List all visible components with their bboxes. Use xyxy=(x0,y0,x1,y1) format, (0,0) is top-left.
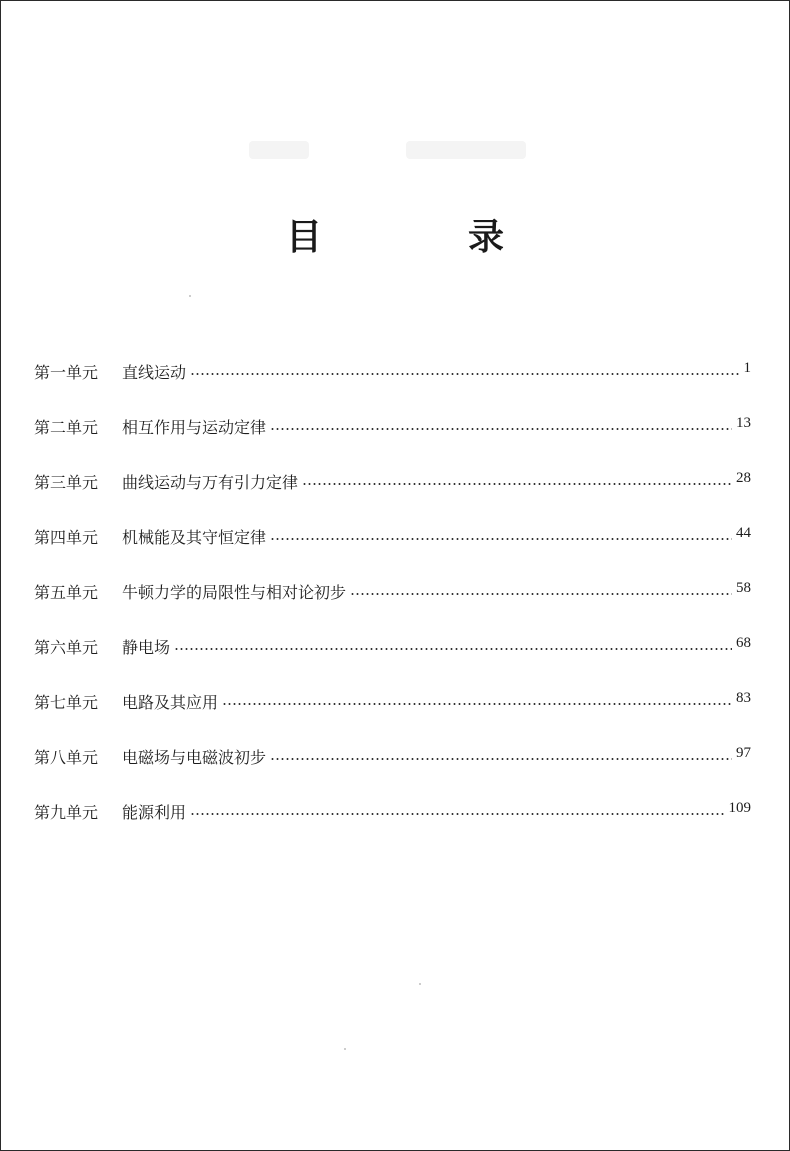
toc-chapter-title: 曲线运动与万有引力定律 xyxy=(122,473,299,492)
toc-dot-leader xyxy=(270,427,732,431)
toc-chapter-title: 相互作用与运动定律 xyxy=(122,418,267,437)
toc-entry xyxy=(34,357,751,383)
toc-unit-label: 第五单元 xyxy=(34,583,99,602)
toc-unit-label: 第三单元 xyxy=(34,473,99,492)
toc-dot-leader xyxy=(350,592,732,596)
toc-chapter-title: 机械能及其守恒定律 xyxy=(122,528,267,547)
toc-chapter-title: 能源利用 xyxy=(122,803,187,822)
toc-dot-leader xyxy=(222,702,732,706)
toc-entry xyxy=(34,577,751,603)
toc-page-number: 1 xyxy=(743,360,751,376)
toc-page-number: 44 xyxy=(736,525,751,541)
page-title: 目 录 xyxy=(285,216,559,258)
toc-unit-label: 第四单元 xyxy=(34,528,99,547)
toc-page-number: 109 xyxy=(728,800,751,816)
toc-dot-leader xyxy=(174,647,732,651)
toc-entry xyxy=(34,412,751,438)
toc-page-number: 68 xyxy=(736,635,751,651)
toc-chapter-title: 静电场 xyxy=(122,638,171,657)
toc-entry xyxy=(34,632,751,658)
toc-unit-label: 第八单元 xyxy=(34,748,99,767)
toc-chapter-title: 电路及其应用 xyxy=(122,693,219,712)
toc-entry xyxy=(34,522,751,548)
scan-speck xyxy=(344,1048,346,1050)
toc-page-number: 58 xyxy=(736,580,751,596)
toc-unit-label: 第九单元 xyxy=(34,803,99,822)
toc-dot-leader xyxy=(190,372,739,376)
toc-page-number: 13 xyxy=(736,415,751,431)
toc-chapter-title: 牛顿力学的局限性与相对论初步 xyxy=(122,583,347,602)
toc-unit-label: 第六单元 xyxy=(34,638,99,657)
toc-entry xyxy=(34,742,751,768)
toc-unit-label: 第一单元 xyxy=(34,363,99,382)
toc-chapter-title: 直线运动 xyxy=(122,363,187,382)
scan-speck xyxy=(419,983,421,985)
scan-speck xyxy=(189,295,191,297)
toc-entry xyxy=(34,797,751,823)
toc-entry xyxy=(34,467,751,493)
toc-page-number: 97 xyxy=(736,745,751,761)
toc-unit-label: 第二单元 xyxy=(34,418,99,437)
bleed-through-smudge xyxy=(249,141,309,159)
toc-page-number: 83 xyxy=(736,690,751,706)
bleed-through-smudge xyxy=(406,141,526,159)
toc-dot-leader xyxy=(270,537,732,541)
toc-entry xyxy=(34,687,751,713)
toc-unit-label: 第七单元 xyxy=(34,693,99,712)
toc-page-number: 28 xyxy=(736,470,751,486)
toc-dot-leader xyxy=(190,812,724,816)
toc-dot-leader xyxy=(270,757,732,761)
toc-chapter-title: 电磁场与电磁波初步 xyxy=(122,748,267,767)
toc-dot-leader xyxy=(302,482,732,486)
